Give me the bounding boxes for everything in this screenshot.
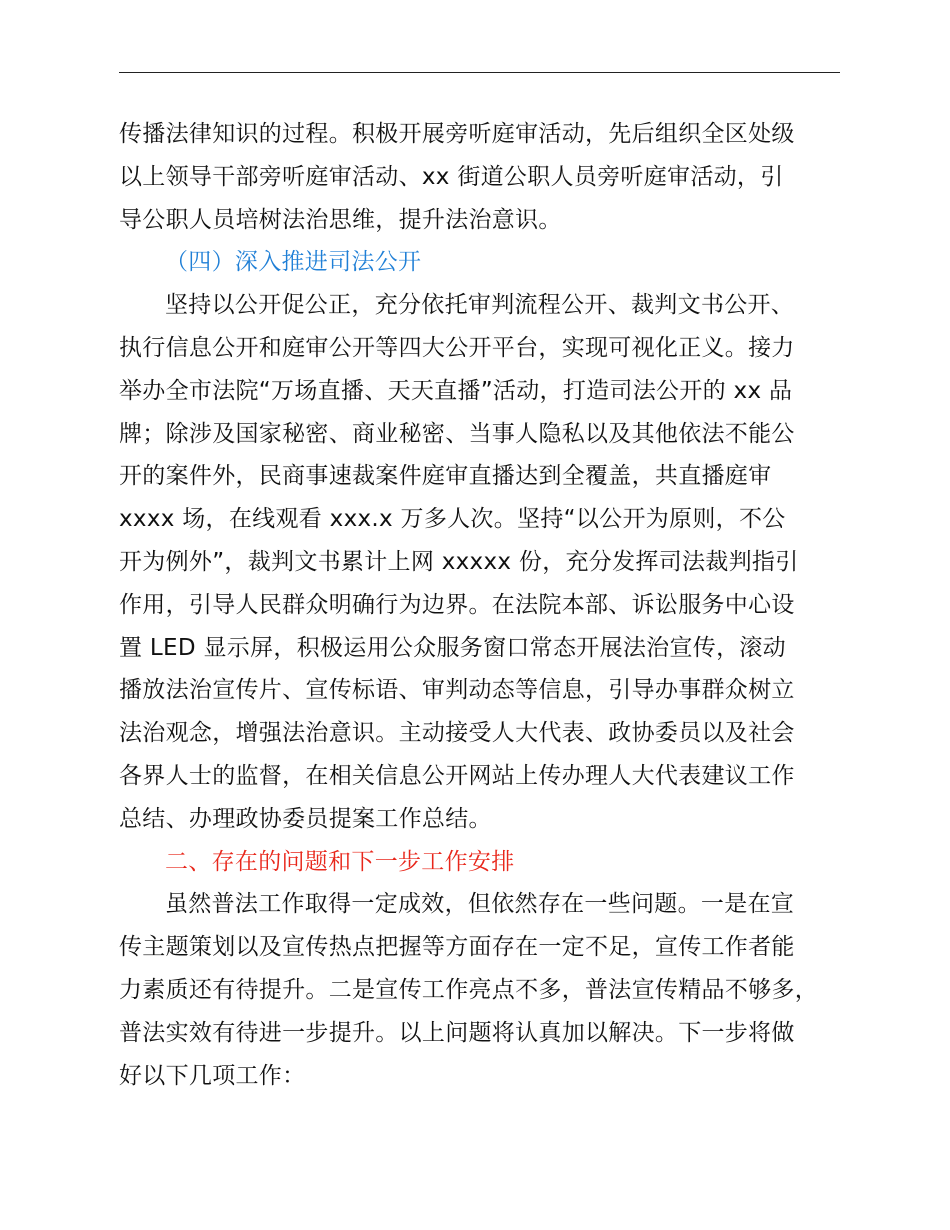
text-line: 传播法律知识的过程。积极开展旁听庭审活动，先后组织全区处级 [119, 121, 795, 147]
text-line: 普法实效有待进一步提升。以上问题将认真加以解决。下一步将做 [119, 1019, 795, 1046]
text-line: 置 LED 显示屏，积极运用公众服务窗口常态开展法治宣传，滚动 [119, 634, 786, 661]
text-line: 播放法治宣传片、宣传标语、审判动态等信息，引导办事群众树立 [119, 677, 795, 704]
paragraph-3 [119, 883, 859, 1097]
paragraph-1 [119, 113, 859, 241]
document-body [119, 113, 859, 1097]
text-line: 执行信息公开和庭审公开等四大公开平台，实现可视化正义。接力 [119, 334, 795, 361]
text-line: 虽然普法工作取得一定成效，但依然存在一些问题。一是在宣 [165, 891, 795, 918]
subheading-judicial-openness: （四）深入推进司法公开 [165, 249, 422, 276]
text-line: 好以下几项工作： [119, 1062, 306, 1089]
text-line: 传主题策划以及宣传热点把握等方面存在一定不足，宣传工作者能 [119, 934, 795, 961]
text-line: xxxx 场，在线观看 xxx.x 万多人次。坚持“以公开为原则，不公 [119, 506, 786, 533]
paragraph-2 [119, 284, 859, 840]
text-line: 牌；除涉及国家秘密、商业秘密、当事人隐私以及其他依法不能公 [119, 420, 795, 447]
header-rule [119, 72, 840, 73]
text-line: 举办全市法院“万场直播、天天直播”活动，打造司法公开的 xx 品 [119, 377, 793, 404]
section-heading-problems: 二、存在的问题和下一步工作安排 [165, 848, 515, 875]
text-line: 开为例外”，裁判文书累计上网 xxxxx 份，充分发挥司法裁判指引 [119, 548, 799, 575]
text-line: 总结、办理政协委员提案工作总结。 [119, 805, 492, 832]
text-line: 以上领导干部旁听庭审活动、xx 街道公职人员旁听庭审活动，引 [119, 163, 784, 190]
text-line: 各界人士的监督，在相关信息公开网站上传办理人大代表建议工作 [119, 762, 795, 789]
text-line: 坚持以公开促公正，充分依托审判流程公开、裁判文书公开、 [165, 292, 795, 319]
text-line: 导公职人员培树法治思维，提升法治意识。 [119, 206, 562, 233]
text-line: 作用，引导人民群众明确行为边界。在法院本部、诉讼服务中心设 [119, 591, 795, 618]
text-line: 力素质还有待提升。二是宣传工作亮点不多，普法宣传精品不够多， [119, 976, 818, 1003]
text-line: 开的案件外，民商事速裁案件庭审直播达到全覆盖，共直播庭审 [119, 463, 772, 490]
text-line: 法治观念，增强法治意识。主动接受人大代表、政协委员以及社会 [119, 720, 795, 747]
